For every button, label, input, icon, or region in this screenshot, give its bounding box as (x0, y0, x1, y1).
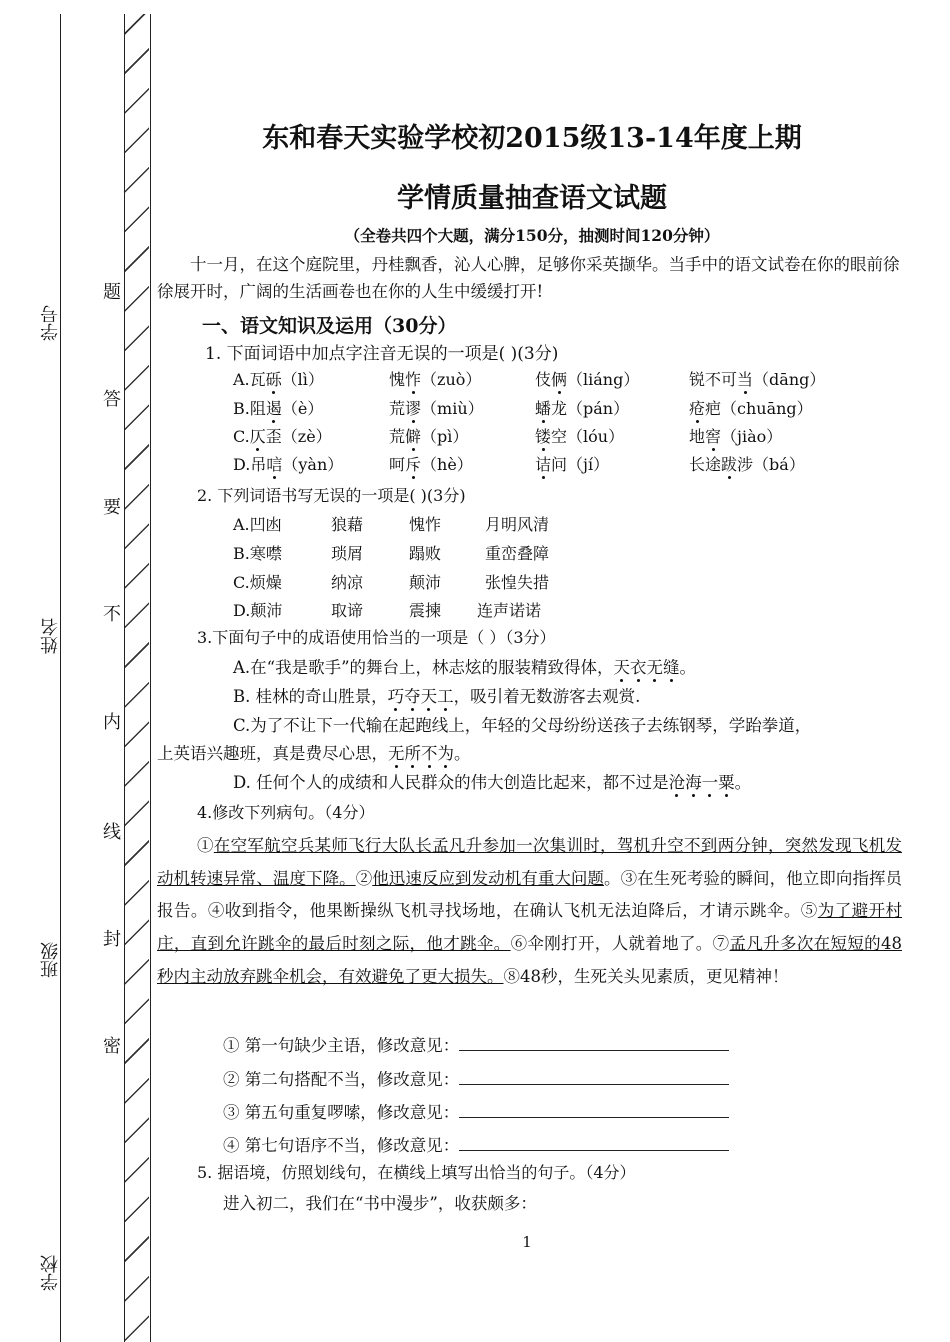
question-3-option-b: B. 桂林的奇山胜景，巧夺天工，吸引着无数游客去观赏. (233, 687, 641, 706)
seal-char: 不 (103, 604, 121, 625)
question-3-stem: 3.下面句子中的成语使用恰当的一项是（ ）（3分） (197, 628, 556, 647)
seal-char: 线 (103, 822, 121, 843)
question-2-stem: 2. 下列词语书写无误的一项是( )(3分) (197, 486, 466, 505)
answer-blank-3[interactable] (459, 1101, 729, 1118)
option: 纳凉 (331, 573, 364, 592)
option: D.颠沛 (233, 601, 283, 620)
binding-field-line (60, 14, 61, 1342)
question-3-option-a: A.在“我是歌手”的舞台上，林志炫的服装精致得体，天衣无缝。 (233, 658, 697, 677)
option-a2: 愧怍（zuò） (389, 370, 482, 389)
student-id-field: 学号 (40, 305, 61, 341)
exam-info: （全卷共四个大题，满分150分，抽测时间120分钟） (344, 226, 720, 245)
page-number: 1 (522, 1233, 532, 1251)
seal-char: 封 (103, 929, 121, 950)
option-a1: A.瓦砾（lì） (233, 370, 324, 389)
option-c4: 地窖（jiào） (689, 427, 783, 446)
option-b4: 疮疤（chuāng） (689, 399, 813, 418)
question-3-option-c: C.为了不让下一代输在起跑线上，年轻的父母纷纷送孩子去练钢琴，学跆拳道， (233, 716, 812, 735)
fix-line-4: ④ 第七句语序不当，修改意见： (223, 1132, 729, 1156)
option: 重峦叠障 (485, 544, 550, 563)
option-d2: 呵斥（hè） (389, 455, 473, 474)
answer-blank-2[interactable] (459, 1068, 729, 1085)
seal-char: 内 (103, 712, 121, 733)
fix-line-3: ③ 第五句重复啰嗦，修改意见： (223, 1099, 729, 1123)
option: 震揀 (409, 601, 442, 620)
question-5-line: 进入初二，我们在“书中漫步”，收获颇多： (223, 1194, 537, 1213)
option-d1: D.吊唁（yàn） (233, 455, 344, 474)
school-field: 学校 (40, 1255, 61, 1291)
option-b2: 荒谬（miù） (389, 399, 484, 418)
binding-margin (0, 0, 160, 1342)
question-3-option-c-cont: 上英语兴趣班，真是费尽心思，无所不为。 (157, 744, 471, 763)
seal-char: 要 (103, 497, 121, 518)
answer-blank-1[interactable] (459, 1034, 729, 1051)
option-a3: 伎俩（liáng） (535, 370, 640, 389)
page-title: 东和春天实验学校初2015级13-14年度上期 (262, 123, 802, 154)
option: 愧怍 (409, 515, 442, 534)
class-field: 班级 (40, 942, 61, 978)
option: A.凹凼 (233, 515, 282, 534)
option: B.寒噤 (233, 544, 282, 563)
option: 张惶失措 (485, 573, 550, 592)
fix-line-2: ② 第二句搭配不当，修改意见： (223, 1066, 729, 1090)
option-d3: 诘问（jí） (535, 455, 610, 474)
option-b1: B.阻遏（è） (233, 399, 324, 418)
seal-char: 答 (103, 389, 121, 410)
option-c1: C.仄歪（zè） (233, 427, 332, 446)
page-subtitle: 学情质量抽查语文试题 (397, 183, 667, 214)
option: 取谛 (331, 601, 364, 620)
question-3-option-d: D. 任何个人的成绩和人民群众的伟大创造比起来，都不过是沧海一粟。 (233, 773, 752, 792)
seal-char: 密 (103, 1036, 121, 1057)
option: 月明风清 (485, 515, 550, 534)
option-d4: 长途跋涉（bá） (689, 455, 805, 474)
intro-paragraph: 十一月，在这个庭院里，丹桂飘香，沁人心脾，足够你采英撷华。当手中的语文试卷在你的眼前徐徐展开时，广阔的生活画卷也在你的人生中缓缓打开! (157, 255, 900, 301)
option: 琐屑 (331, 544, 364, 563)
question-4-passage: ①在空军航空兵某师飞行大队长孟凡升参加一次集训时，驾机升空不到两分钟，突然发现飞机发动机转速异常、温度下降。②他迅速反应到发动机有重大问题。③在生死考验的瞬间，他立即向指挥员报告。④收到指令，他果断操纵飞机寻找场地，在确认飞机无法迫降后，才请示跳伞。⑤为了避开村庄，直到允许跳伞的最后时刻之际，他才跳伞。⑥伞刚打开，人就着地了。⑦孟凡升多次在短短的48秒内主动放弃跳伞机会，有效避免了更大损失。⑧48秒，生死关头见素质，更见精神！ (157, 836, 903, 986)
option: 狼藉 (331, 515, 364, 534)
question-4-stem: 4.修改下列病句。（4分） (197, 803, 375, 822)
question-5-stem: 5. 据语境，仿照划线句，在横线上填写出恰当的句子。（4分） (197, 1163, 636, 1182)
section-title: 一、语文知识及运用（30分） (202, 315, 457, 337)
option-c3: 镂空（lóu） (535, 427, 625, 446)
name-field: 姓名 (40, 618, 61, 654)
seal-char: 题 (103, 282, 121, 303)
fix-line-1: ① 第一句缺少主语，修改意见： (223, 1032, 729, 1056)
option: 连声诺诺 (477, 601, 542, 620)
option: 颠沛 (409, 573, 442, 592)
option-b3: 蟠龙（pán） (535, 399, 630, 418)
answer-blank-4[interactable] (459, 1134, 729, 1151)
option: C.烦燥 (233, 573, 282, 592)
question-1-stem: 1. 下面词语中加点字注音无误的一项是( )(3分) (205, 344, 559, 364)
option-c2: 荒僻（pì） (389, 427, 469, 446)
option: 蹋败 (409, 544, 442, 563)
option-a4: 锐不可当（dāng） (689, 370, 826, 389)
